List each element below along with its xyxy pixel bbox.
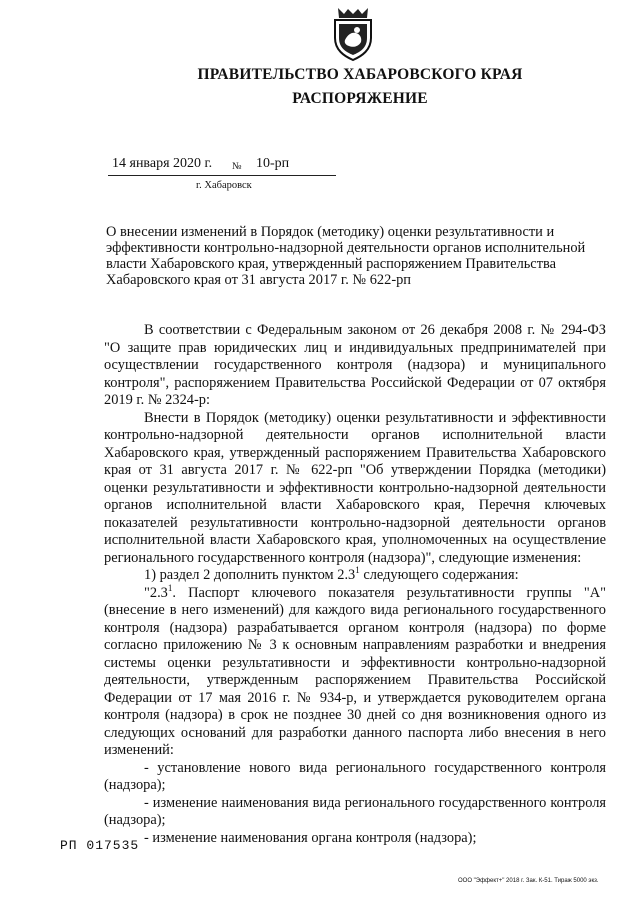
body-paragraph <box>104 582 606 760</box>
document-type-title: РАСПОРЯЖЕНИЕ <box>292 90 428 107</box>
text-run: . Паспорт ключевого показателя результативности группы "А" (внесение в него изменений) для каждого вида регионального государственного контроля (надзора) разрабатывается органом контроля (надзора) по форме согласно приложению № 3 к основным направлениям разработки и внедрения системы оценки результативности и эффективности контрольно-надзорной деятельности, утвержденным распоряжением Правительства Российской Федерации от 17 мая 2016 г. № 934-р, и утверждается руководителем органа контроля (надзора) в срок не позднее 30 дней со дня возникновения одного из следующих оснований для разработки данного паспорта либо внесения в него изменений: <box>104 584 606 758</box>
text-run: "2.3 <box>144 584 168 601</box>
form-serial-code: РП 017535 <box>60 838 140 853</box>
list-item: - изменение наименования вида регионального государственного контроля (надзора); <box>104 794 606 828</box>
coat-of-arms-emblem <box>330 6 376 62</box>
text-run: 1) раздел 2 дополнить пунктом 2.3 <box>144 567 356 583</box>
document-date: 14 января 2020 г. <box>112 156 213 171</box>
number-sign: № <box>232 161 242 172</box>
list-item: - установление нового вида регионального государственного контроля (надзора); <box>104 759 606 793</box>
body-paragraph: В соответствии с Федеральным законом от 26 декабря 2008 г. № 294-ФЗ "О защите прав юридических лиц и индивидуальных предпринимателей при осуществлении государственного контроля (надзора) и муниципального контроля", распоряжением Правительства Российской Федерации от 07 октября 2019 г. № 2324-р: <box>104 322 606 408</box>
list-item: - изменение наименования органа контроля (надзора); <box>144 829 477 846</box>
date-underline <box>108 175 336 176</box>
organization-title: ПРАВИТЕЛЬСТВО ХАБАРОВСКОГО КРАЯ <box>197 66 523 83</box>
body-paragraph: Внести в Порядок (методику) оценки результативности и эффективности контрольно-надзорной деятельности органов исполнительной власти Хабаровского края, утвержденный распоряжением Правительства Хабаровского края от 31 августа 2017 г. № 622-рп "Об утверждении Порядка (методики) оценки результативности и эффективности контрольно-надзорной деятельности органов исполнительной власти Хабаровского края, Перечня ключевых показателей результативности контрольно-надзорной деятельности органов исполнительной власти Хабаровского края, уполномоченных на осуществление регионального государственного контроля (надзора)", следующие изменения: <box>104 409 606 566</box>
print-info: ООО "Эффект+" 2018 г. Зак. К-51. Тираж 5000 экз. <box>458 878 599 884</box>
document-subject: О внесении изменений в Порядок (методику) оценки результативности и эффективности контрольно-надзорной деятельности органов исполнительной власти Хабаровского края, утвержденный распоряжением Правительства Хабаровского края от 31 августа 2017 г. № 622-рп <box>106 224 586 288</box>
document-body <box>104 322 606 847</box>
body-paragraph <box>104 567 606 585</box>
document-number: 10-рп <box>256 156 290 171</box>
superscript: 1 <box>167 582 173 593</box>
document-city: г. Хабаровск <box>196 180 252 191</box>
superscript: 1 <box>355 565 360 576</box>
text-run: следующего содержания: <box>359 567 519 583</box>
